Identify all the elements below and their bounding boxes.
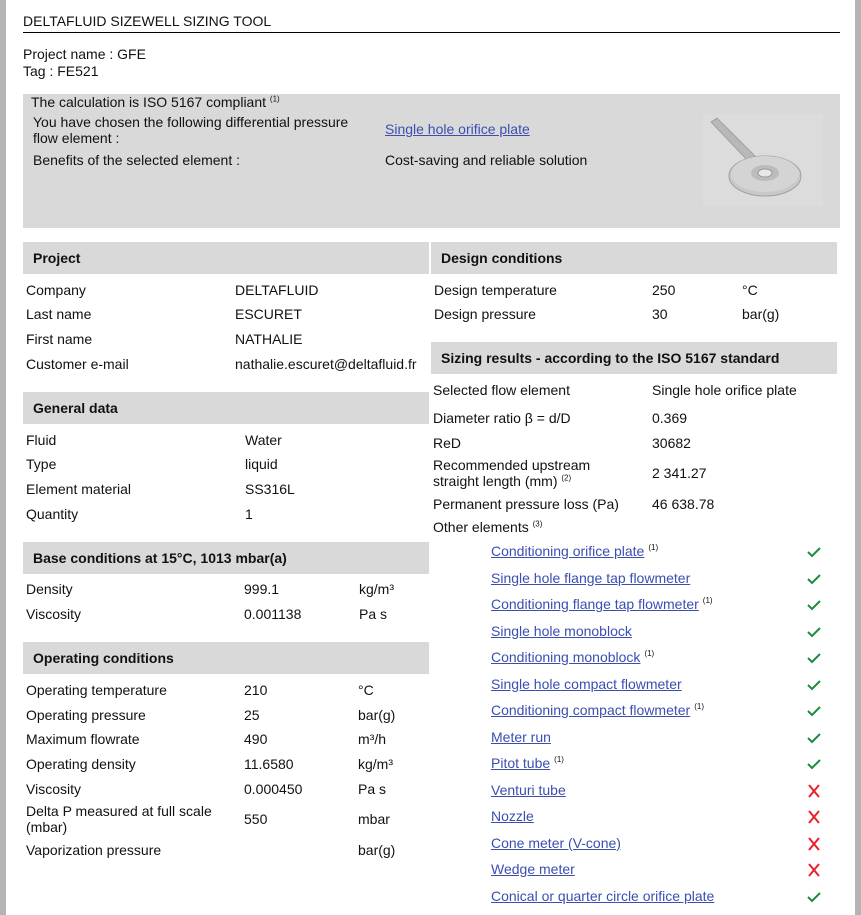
- row-label: [433, 410, 571, 426]
- footnote-ref[interactable]: (1): [694, 702, 704, 712]
- other-element-link[interactable]: Single hole flange tap flowmeter: [491, 569, 691, 586]
- row-label: [26, 842, 161, 858]
- row-label-text: Diameter ratio β = d/D: [433, 410, 571, 426]
- row-label-text: Fluid: [26, 432, 57, 448]
- row-label-text: Operating density: [26, 756, 136, 772]
- check-icon: [806, 572, 822, 586]
- row-value: 210: [244, 682, 268, 698]
- row-label-text: ReD: [433, 435, 462, 451]
- row-value: 30: [652, 306, 668, 322]
- row-value: 999.1: [244, 581, 280, 597]
- cross-icon: [806, 784, 822, 798]
- other-element: [491, 596, 713, 612]
- benefits-label: Benefits of the selected element :: [33, 152, 241, 168]
- other-element-link[interactable]: Nozzle: [491, 808, 534, 824]
- row-label: [434, 282, 557, 298]
- benefits-value: Cost-saving and reliable solution: [385, 152, 588, 168]
- row-label-text: Element material: [26, 481, 132, 497]
- row-label: [26, 456, 56, 472]
- row-unit: bar(g): [742, 306, 780, 322]
- row-label: [26, 481, 131, 497]
- other-elements-text: Other elements: [433, 519, 529, 535]
- base-conditions-header: Base conditions at 15°C, 1013 mbar(a): [23, 542, 429, 574]
- project-tag: Tag : FE521: [23, 63, 99, 79]
- row-label-text: Density: [26, 581, 73, 597]
- row-unit: Pa s: [358, 781, 387, 797]
- footnote-ref[interactable]: (1): [644, 649, 655, 659]
- row-label: [433, 457, 633, 489]
- other-element: [491, 888, 714, 904]
- other-element-link[interactable]: Single hole monoblock: [491, 622, 632, 639]
- row-label-text: Type: [26, 456, 57, 472]
- other-element-link[interactable]: Cone meter (V-cone): [491, 834, 621, 851]
- row-label-text: Viscosity: [26, 606, 81, 622]
- other-element: [491, 676, 682, 692]
- check-icon: [806, 598, 822, 612]
- row-label: [433, 496, 619, 512]
- row-value: 1: [245, 506, 253, 522]
- row-label: [434, 306, 536, 322]
- row-label-text: Customer e-mail: [26, 356, 129, 372]
- row-value: 0.000450: [244, 781, 303, 797]
- project-name: Project name : GFE: [23, 46, 146, 62]
- row-label: [26, 356, 129, 372]
- cross-icon: [806, 863, 822, 877]
- project-info: [23, 46, 146, 80]
- footnote-ref[interactable]: (1): [554, 755, 564, 765]
- check-icon: [806, 890, 822, 904]
- row-label: [26, 506, 78, 522]
- summary-box: [23, 94, 840, 228]
- operating-conditions-header: Operating conditions: [23, 642, 429, 674]
- row-value: liquid: [245, 456, 278, 472]
- row-value: 550: [244, 811, 268, 827]
- other-element-link[interactable]: Meter run: [491, 728, 551, 745]
- row-label: [26, 606, 81, 622]
- other-element: [491, 808, 534, 824]
- row-value: SS316L: [245, 481, 295, 497]
- project-section-header: Project: [23, 242, 429, 274]
- check-icon: [806, 704, 822, 718]
- row-value: 30682: [652, 435, 691, 451]
- row-label-text: Viscosity: [26, 781, 81, 797]
- other-element: [491, 755, 564, 771]
- row-label: [26, 432, 56, 448]
- chosen-element-link[interactable]: Single hole orifice plate: [385, 121, 530, 137]
- other-element-link[interactable]: Single hole compact flowmeter: [491, 675, 682, 692]
- row-unit: mbar: [358, 811, 390, 827]
- row-label-text: Vaporization pressure: [26, 842, 162, 858]
- footnote-ref: (3): [532, 519, 543, 529]
- row-label-text: Last name: [26, 306, 92, 322]
- row-label-text: First name: [26, 331, 93, 347]
- check-icon: [806, 757, 822, 771]
- other-element-link[interactable]: Wedge meter: [491, 861, 575, 877]
- other-element-link[interactable]: Venturi tube: [491, 781, 566, 798]
- title-divider: [23, 32, 840, 33]
- other-element: [491, 623, 632, 639]
- design-conditions-header: Design conditions: [431, 242, 837, 274]
- row-value: Single hole orifice plate: [652, 382, 797, 398]
- row-value: Water: [245, 432, 282, 448]
- row-value: 0.369: [652, 410, 688, 426]
- footnote-ref: (2): [561, 473, 572, 483]
- row-label: [26, 282, 86, 298]
- row-value: DELTAFLUID: [235, 282, 319, 298]
- other-element-link[interactable]: Conditioning flange tap flowmeter: [491, 596, 699, 612]
- row-value: 250: [652, 282, 676, 298]
- row-value: 2 341.27: [652, 465, 707, 481]
- other-element-link[interactable]: Conical or quarter circle orifice plate: [491, 887, 715, 904]
- cross-icon: [806, 810, 822, 824]
- row-label-text: Recommended upstream straight length (mm): [433, 457, 591, 489]
- row-label-text: Design pressure: [434, 306, 536, 322]
- row-unit: bar(g): [358, 707, 396, 723]
- row-label: [26, 306, 91, 322]
- row-label-text: Operating pressure: [26, 707, 146, 723]
- row-label: [26, 756, 136, 772]
- row-unit: kg/m³: [358, 756, 393, 772]
- row-unit: bar(g): [358, 842, 396, 858]
- footnote-ref: (1): [269, 94, 280, 104]
- check-icon: [806, 545, 822, 559]
- compliance-label: The calculation is ISO 5167 compliant: [31, 94, 267, 110]
- row-label-text: Operating temperature: [26, 682, 167, 698]
- row-label-text: Quantity: [26, 506, 79, 522]
- row-label: [433, 435, 461, 451]
- row-value: 490: [244, 731, 268, 747]
- row-label: [26, 803, 226, 835]
- row-label-text: Delta P measured at full scale (mbar): [26, 803, 212, 835]
- other-element: [491, 649, 654, 665]
- row-label-text: Selected flow element: [433, 382, 570, 398]
- other-elements-label: [433, 519, 542, 535]
- other-element: [491, 570, 690, 586]
- row-unit: m³/h: [358, 731, 386, 747]
- general-section-header: General data: [23, 392, 429, 424]
- other-element-link[interactable]: Pitot tube: [491, 755, 551, 771]
- row-value: ESCURET: [235, 306, 302, 322]
- row-unit: °C: [358, 682, 374, 698]
- check-icon: [806, 651, 822, 665]
- footnote-ref[interactable]: (1): [702, 596, 713, 606]
- other-element: [491, 543, 658, 559]
- row-label: [26, 331, 92, 347]
- row-value: 25: [244, 707, 260, 723]
- row-value: 11.6580: [244, 756, 294, 772]
- row-value: nathalie.escuret@deltafluid.fr: [235, 356, 417, 372]
- other-element: [491, 835, 621, 851]
- row-label: [26, 731, 140, 747]
- sizing-results-header: Sizing results - according to the ISO 5167 standard: [431, 342, 837, 374]
- row-label-text: Company: [26, 282, 86, 298]
- chosen-label: You have chosen the following differential pressure flow element :: [33, 114, 349, 146]
- row-label: [433, 382, 570, 398]
- row-unit: °C: [742, 282, 758, 298]
- window-left-border: [0, 0, 6, 915]
- cross-icon: [806, 837, 822, 851]
- row-value: NATHALIE: [235, 331, 303, 347]
- other-element: [491, 861, 575, 877]
- other-element: [491, 702, 704, 718]
- page-title: DELTAFLUID SIZEWELL SIZING TOOL: [23, 13, 272, 29]
- row-label-text: Design temperature: [434, 282, 557, 298]
- row-value: 0.001138: [244, 606, 302, 622]
- compliance-text: [31, 94, 280, 110]
- other-element-link[interactable]: Conditioning orifice plate: [491, 543, 645, 559]
- row-label: [26, 781, 81, 797]
- row-unit: Pa s: [359, 606, 388, 622]
- other-element-link[interactable]: Conditioning monoblock: [491, 649, 641, 665]
- row-label: [26, 682, 167, 698]
- row-label: [26, 707, 146, 723]
- other-element: [491, 782, 566, 798]
- other-element-link[interactable]: Conditioning compact flowmeter: [491, 702, 691, 718]
- footnote-ref[interactable]: (1): [648, 543, 659, 553]
- row-label-text: Maximum flowrate: [26, 731, 140, 747]
- row-label: [26, 581, 73, 597]
- row-value: 46 638.78: [652, 496, 715, 512]
- orifice-plate-image: [703, 114, 823, 206]
- check-icon: [806, 731, 822, 745]
- row-label-text: Permanent pressure loss (Pa): [433, 496, 619, 512]
- check-icon: [806, 625, 822, 639]
- window-right-border: [855, 0, 861, 915]
- row-unit: kg/m³: [359, 581, 394, 597]
- other-element: [491, 729, 551, 745]
- check-icon: [806, 678, 822, 692]
